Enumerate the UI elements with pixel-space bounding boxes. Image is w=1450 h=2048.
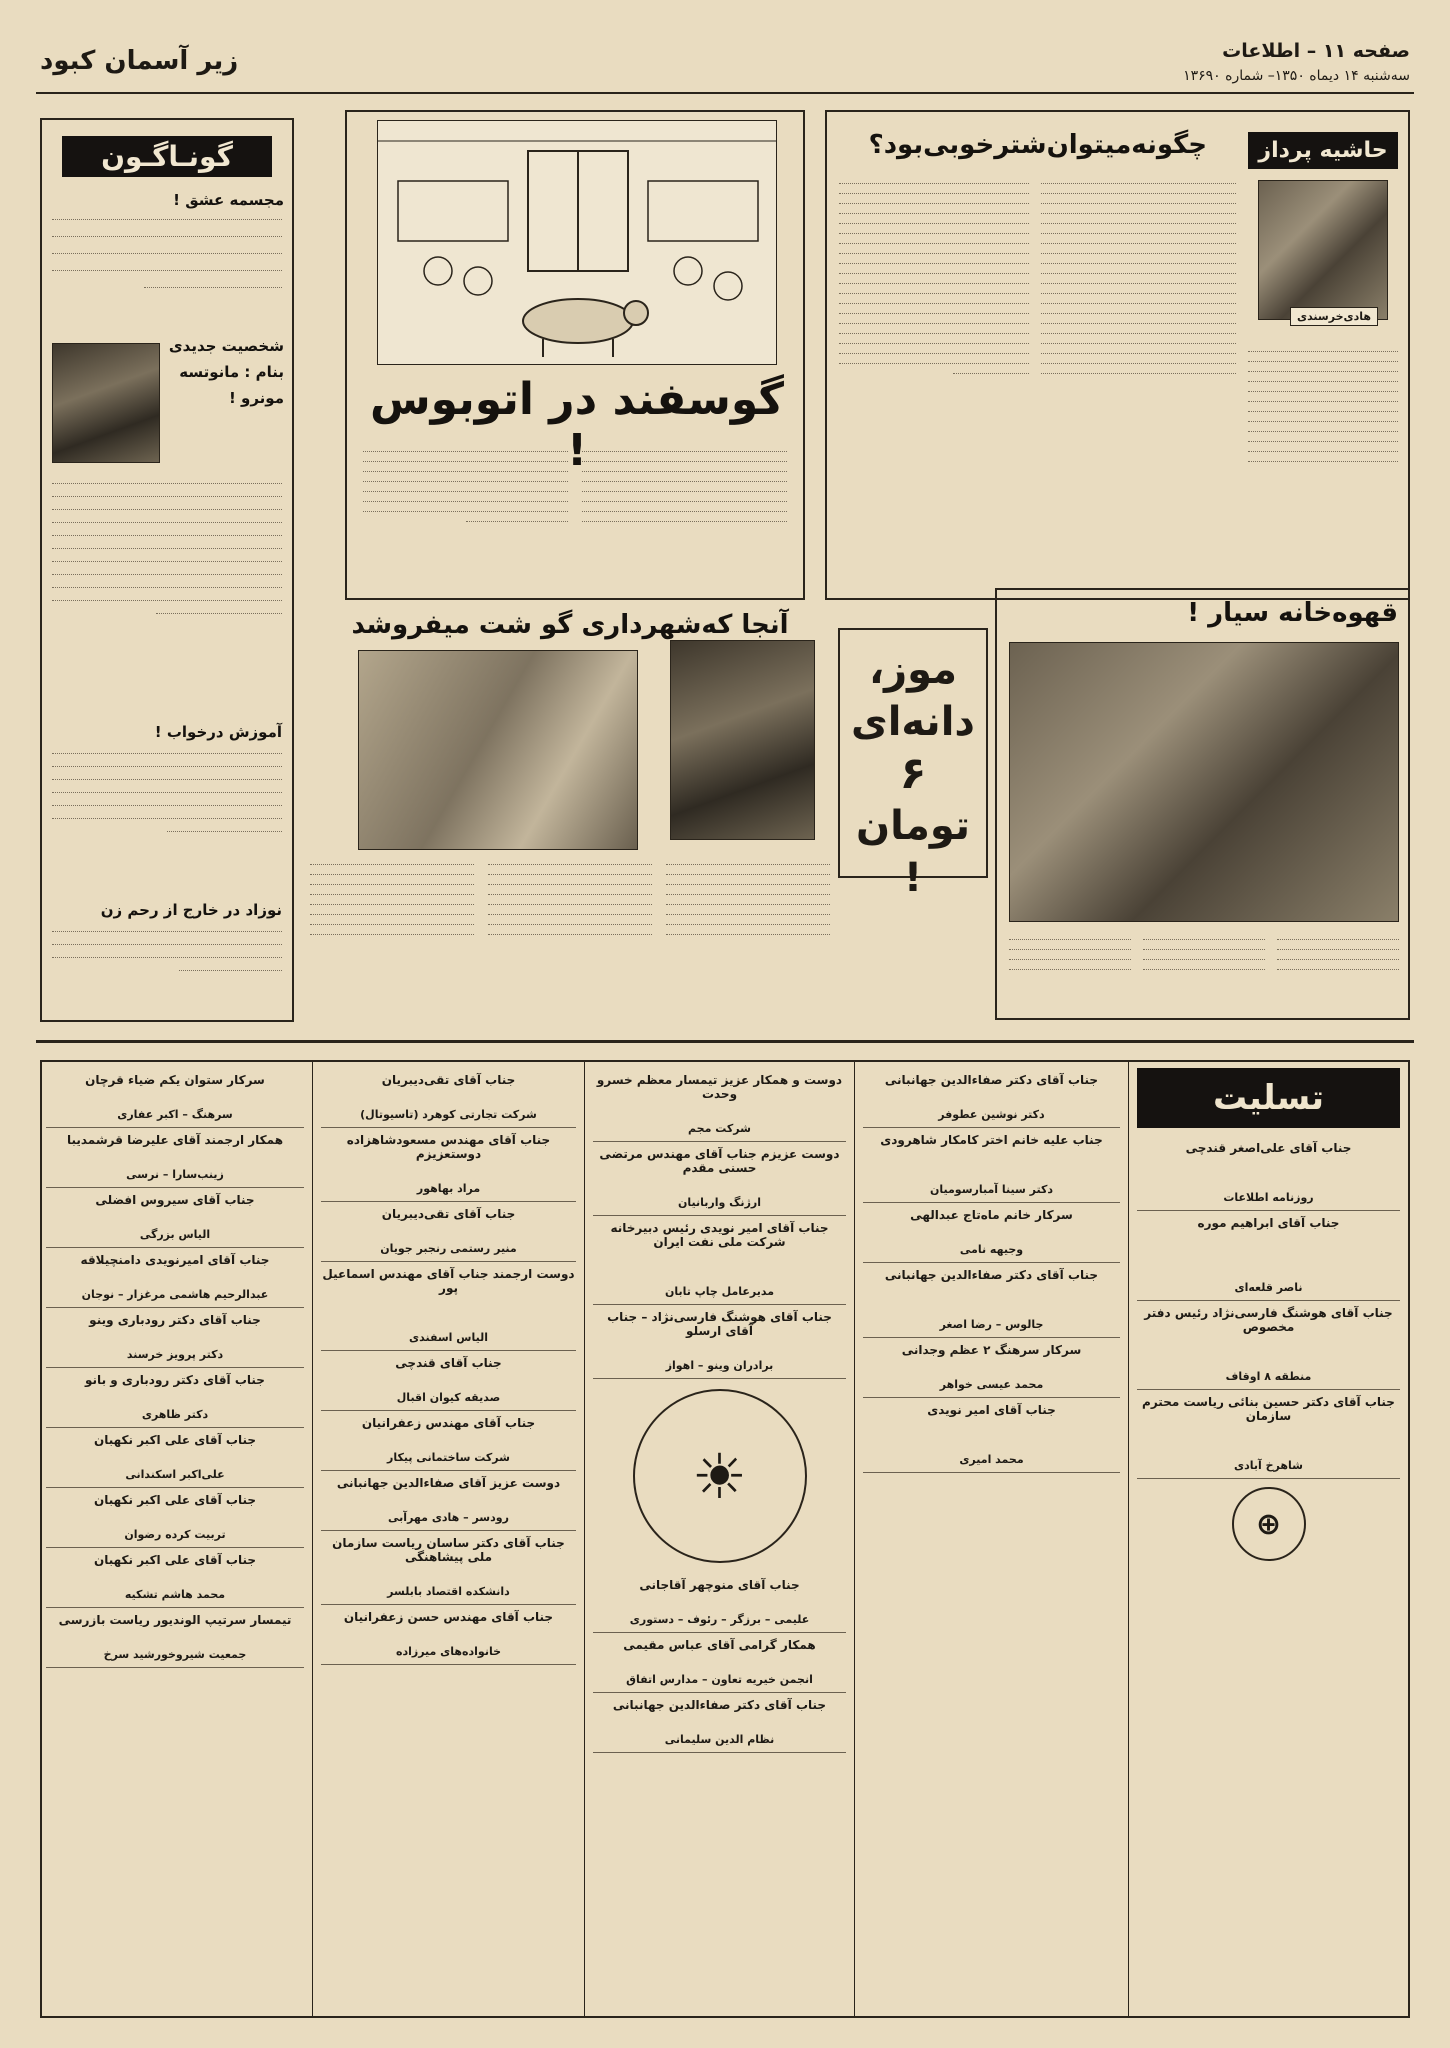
camel-text-col2 <box>1041 174 1236 592</box>
section-divider <box>36 1040 1414 1043</box>
notice-item: جناب آقای دکتر ساسان ریاست سازمان ملی پیشاهنگی دانشکده اقتصاد بابلسر <box>321 1531 576 1605</box>
bus-story <box>345 110 805 600</box>
banana-line-2: دانه‌ای <box>851 699 975 745</box>
notice-item: جناب آقای مهندس زعفرانیان شرکت ساختمانی پیکار <box>321 1411 576 1471</box>
gunagun-heading-2: شخصیت جدیدی بنام : مانوتسه مونرو ! <box>168 337 284 407</box>
condolence-title: تسلیت <box>1137 1068 1400 1128</box>
bus-text-right <box>582 442 787 592</box>
gunagun-text-2 <box>42 475 292 715</box>
notice-item: جناب آقای منوچهر آقاجانی علیمی – برزگر – رئوف – دستوری <box>593 1573 846 1633</box>
notice-column-5 <box>38 1062 312 2016</box>
gunagun-heading-4: نوزاد در خارج از رحم زن <box>100 901 282 919</box>
notice-item: سرکار ستوان یکم ضیاء قرچان سرهنگ – اکبر عفاری <box>46 1068 304 1128</box>
notice-item: همکار ارجمند آقای علیرضا قرشمدیبا زینب‌سارا – نرسی <box>46 1128 304 1188</box>
notice-column-2 <box>854 1062 1128 2016</box>
butcher-photo <box>358 650 638 850</box>
column-title: حاشیه پرداز <box>1248 132 1398 169</box>
notice-item: جناب آقای علی اکبر نکهبان علی‌اکبر اسکندانی <box>46 1428 304 1488</box>
gunagun-heading-1: مجسمه عشق ! <box>173 191 284 209</box>
notice-item: دوست و همکار عزیز تیمسار معظم خسرو وحدت شرکت مجم <box>593 1068 846 1142</box>
gunagun-text-4 <box>42 923 292 1013</box>
notice-item: دوست ارجمند جناب آقای مهندس اسماعیل پور الیاس اسفندی <box>321 1262 576 1351</box>
issue-date: سه‌شنبه ۱۴ دیماه ۱۳۵۰– شماره ۱۳۶۹۰ <box>1183 68 1410 84</box>
coffee-photo <box>1009 642 1399 922</box>
notice-item: جناب آقای هوشنگ فارسی‌نژاد – جناب آقای ارسلو برادران وینو – اهواز <box>593 1305 846 1379</box>
notice-item: جناب آقای دکتر صفاءالدین جهانبانی نظام الدین سلیمانی <box>593 1693 846 1753</box>
notice-item: جناب آقای علی اکبر نکهبان تربیت کرده رضوان <box>46 1488 304 1548</box>
banana-line-4: تومان ! <box>855 803 971 901</box>
notice-item: جناب آقای دکتر رودباری و بانو دکتر ظاهری <box>46 1368 304 1428</box>
notice-item: جناب آقای ابراهیم موره ناصر قلعه‌ای <box>1137 1211 1400 1301</box>
bus-text-left <box>363 442 568 592</box>
gunagun-title: گونـاگـون <box>62 136 272 177</box>
notice-item: جناب آقای قندچی صدیقه کیوان اقبال <box>321 1351 576 1411</box>
gunagun-column <box>40 118 294 1022</box>
notice-item: دوست عزیز آقای صفاءالدین جهانبانی رودسر – هادی مهرآبی <box>321 1471 576 1531</box>
notice-item: جناب علیه خانم اختر کامکار شاهرودی دکتر سینا آمبارسومیان <box>863 1128 1120 1203</box>
notice-column-1 <box>1128 1062 1408 2016</box>
banana-headline <box>838 628 988 901</box>
coffee-text <box>1009 930 1399 1014</box>
banana-line-3: ۶ <box>899 748 927 799</box>
notice-item: جناب آقای علی اکبر نکهبان محمد هاشم تشکیه <box>46 1548 304 1608</box>
gunagun-text-3 <box>42 745 292 895</box>
notice-item: جناب آقای امیر نویدی رئیس دبیرخانه شرکت ملی نفت ایران مدیرعامل چاپ تابان <box>593 1216 846 1305</box>
notice-item: جناب آقای سیروس افضلی الیاس بزرگی <box>46 1188 304 1248</box>
lion-and-sun-emblem: ☀ <box>633 1389 807 1563</box>
bus-cartoon <box>377 120 777 365</box>
coffee-title: قهوه‌خانه سیار ! <box>1187 598 1398 628</box>
notice-column-4 <box>312 1062 584 2016</box>
butcher-text <box>310 855 830 1020</box>
condolence-section <box>40 1060 1410 2018</box>
notice-item: تیمسار سرتیپ الوندیور ریاست بازرسی جمعیت شیروخورشید سرخ <box>46 1608 304 1668</box>
notice-item: جناب آقای مهندس مسعودشاهزاده دوستعزیزم مراد بهاهور <box>321 1128 576 1202</box>
gunagun-heading-3: آموزش درخواب ! <box>154 723 282 741</box>
notice-item: جناب آقای امیرنویدی دامنچیلاقه عبدالرحیم هاشمی مرغزار – نوجان <box>46 1248 304 1308</box>
notice-item: سرکار سرهنگ ۲ عظم وجدانی محمد عیسی خواهر <box>863 1338 1120 1398</box>
notice-item: جناب آقای دکتر صفاءالدین جهانبانی دکتر نوشین عطوفر <box>863 1068 1120 1128</box>
notice-item: همکار گرامی آقای عباس مقیمی انجمن خیریه تعاون – مدارس اتفاق <box>593 1633 846 1693</box>
notice-item: جناب آقای علی‌اصغر قندچی روزنامه اطلاعات <box>1137 1136 1400 1211</box>
gunagun-text-1 <box>42 213 292 325</box>
notice-item: جناب آقای تقی‌دیبریان شرکت تجارتی کوهرد (تاسیوتال) <box>321 1068 576 1128</box>
notice-item: سرکار خانم ماه‌تاج عبدالهی وجیهه نامی <box>863 1203 1120 1263</box>
masthead-page-info <box>1050 40 1410 84</box>
notice-item: جناب آقای تقی‌دیبریان منیر رستمی رنجبر جویان <box>321 1202 576 1262</box>
notice-item: جناب آقای امیر نویدی محمد امیری <box>863 1398 1120 1473</box>
camel-text-col1 <box>1248 342 1398 592</box>
notice-item: جناب آقای دکتر رودباری وینو دکتر پرویز خرسند <box>46 1308 304 1368</box>
portrait-photo <box>52 343 160 463</box>
author-caption: هادی‌خرسندی <box>1290 307 1378 326</box>
notice-column-3 <box>584 1062 854 2016</box>
banana-photo <box>670 640 815 840</box>
camel-text-col3 <box>839 174 1029 592</box>
notice-item: جناب آقای هوشنگ فارسی‌نژاد رئیس دفتر مخصوص منطقه ۸ اوقاف <box>1137 1301 1400 1390</box>
lions-club-emblem: ⊕ <box>1232 1487 1306 1561</box>
camel-title: چگونه‌میتوان‌شترخوبی‌بود؟ <box>868 130 1207 160</box>
notice-item: جناب آقای دکتر حسین بنائی ریاست محترم سازمان شاهرخ آبادی <box>1137 1390 1400 1479</box>
notice-item: جناب آقای دکتر صفاءالدین جهانبانی جالوس – رضا اصغر <box>863 1263 1120 1338</box>
notice-item: جناب آقای مهندس حسن زعفرانیان خانواده‌های میرزاده <box>321 1605 576 1665</box>
page-number: صفحه ۱۱ – اطلاعات <box>1222 40 1410 62</box>
butcher-title: آنجا که‌شهرداری گو شت میفروشد <box>351 610 789 640</box>
section-title: زیر آسمان کبود <box>40 46 239 76</box>
masthead-rule <box>36 92 1414 94</box>
author-photo <box>1258 180 1388 320</box>
notice-item: دوست عزیزم جناب آقای مهندس مرتضی حسنی مقدم ارژنگ واربانیان <box>593 1142 846 1216</box>
camel-story <box>825 110 1410 600</box>
banana-line-1: موز، <box>868 647 958 693</box>
coffee-story <box>995 588 1410 1020</box>
bus-title: گوسفند در اتوبوس ! <box>369 374 785 476</box>
